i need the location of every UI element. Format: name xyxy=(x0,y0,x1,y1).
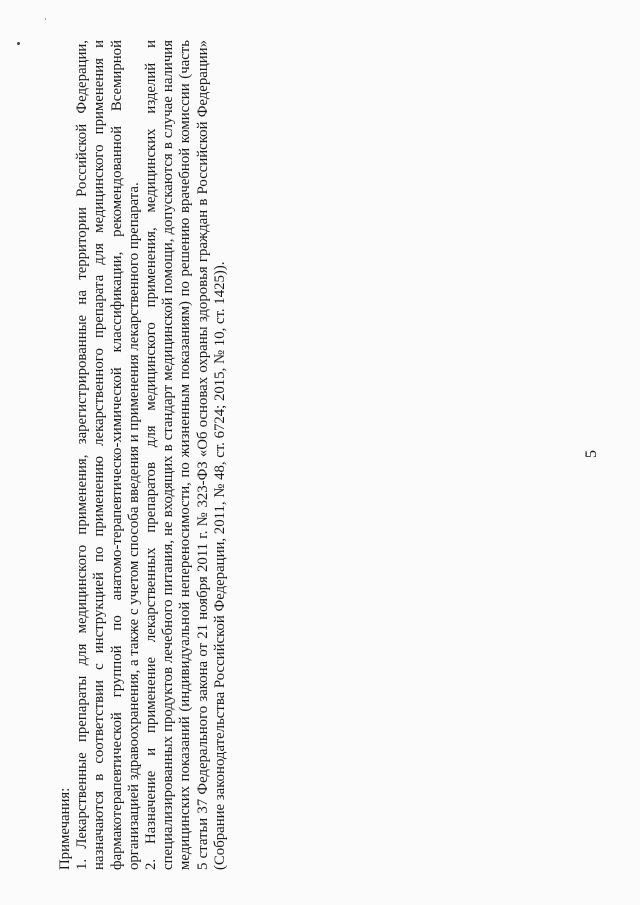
scan-speck xyxy=(17,42,20,45)
note-paragraph-2: 2. Назначение и применение лекарственных препаратов для медицинского применения, медицинских изделий и специализированных продуктов лечебного питания, не входящих в стандарт медицинской помощи, допускаются в случае наличия медицинских показаний (индивидуальной непереносимости, по жизненным показаниям) по решению врачебной комиссии (часть 5 статьи 37 Федерального закона от 21 ноября 2011 г. № 323-ФЗ «Об основах охраны здоровья граждан в Российской Федерации» (Собрание законодательства Российской Федерации, 2011, № 48, ст. 6724; 2015, № 10, ст. 1425)). xyxy=(143,40,228,870)
notes-block xyxy=(57,40,229,870)
page-number: 5 xyxy=(583,450,600,458)
note-paragraph-1: 1. Лекарственные препараты для медицинского применения, зарегистрированные на территории Российской Федерации, назначаются в соответствии с инструкцией по применению лекарственного препарата для медицинского применения и фармакотерапевтической группой по анатомо-терапевтическо-химической классификации, рекомендованной Всемирной организацией здравоохранения, а также с учетом способа введения и применения лекарственного препарата. xyxy=(74,40,142,870)
scan-speck xyxy=(45,18,46,20)
notes-heading: Примечания: xyxy=(57,787,73,870)
